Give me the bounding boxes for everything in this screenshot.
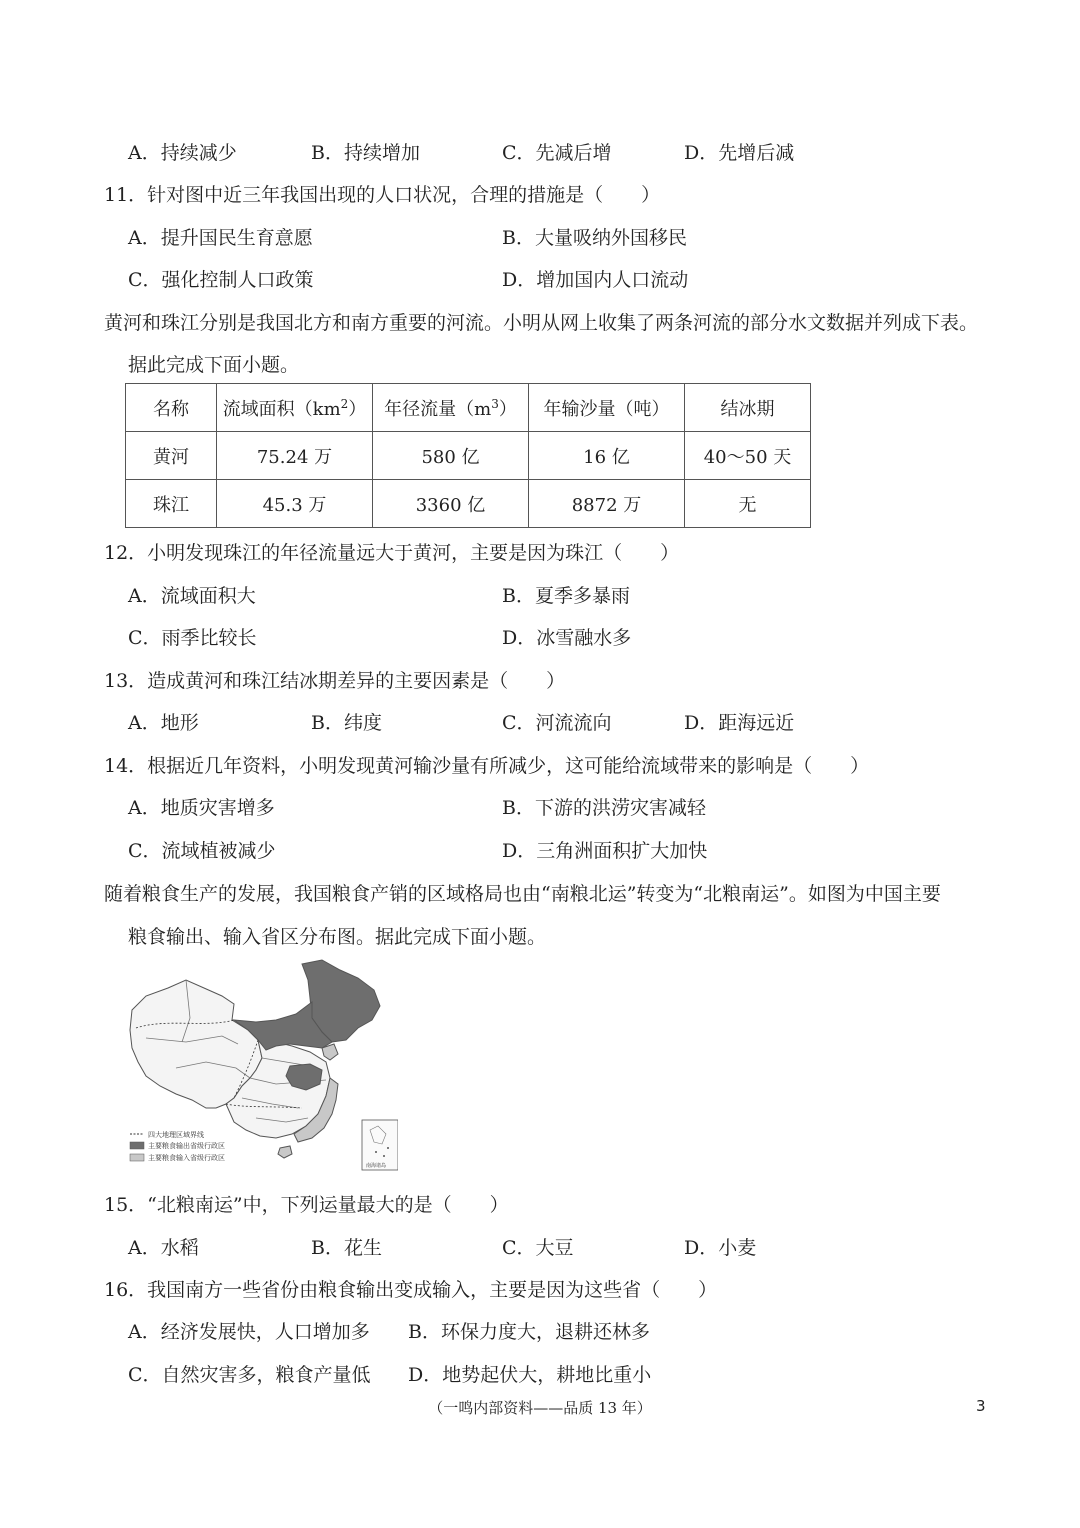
q13-option-c: C．河流流向 bbox=[502, 712, 612, 734]
table-cell: 无 bbox=[685, 480, 811, 528]
q11-option-c: C．强化控制人口政策 bbox=[128, 269, 314, 291]
legend-boundary-label: 四大地理区域界线 bbox=[148, 1131, 204, 1139]
map-legend bbox=[130, 1130, 225, 1162]
table-header-cell: 结冰期 bbox=[685, 384, 811, 432]
legend-import-swatch bbox=[130, 1154, 144, 1161]
page-footer: （一鸣内部资料——品质 13 年） bbox=[428, 1399, 652, 1417]
legend-export-label: 主要粮食输出省级行政区 bbox=[148, 1142, 225, 1150]
q14-option-c: C．流域植被减少 bbox=[128, 840, 276, 862]
q12-option-d: D．冰雪融水多 bbox=[502, 627, 632, 649]
q13-option-d: D．距海远近 bbox=[684, 712, 795, 734]
table-cell: 8872 万 bbox=[529, 480, 685, 528]
q10-option-d: D．先增后减 bbox=[684, 142, 795, 164]
q12-option-a: A．流域面积大 bbox=[128, 585, 256, 607]
legend-import-label: 主要粮食输入省级行政区 bbox=[148, 1154, 225, 1162]
table-cell: 珠江 bbox=[126, 480, 217, 528]
q15-option-a: A．水稻 bbox=[128, 1237, 199, 1259]
passage-rivers-line2: 据此完成下面小题。 bbox=[128, 354, 300, 376]
q15-option-d: D．小麦 bbox=[684, 1237, 757, 1259]
q16-option-b: B．环保力度大，退耕还林多 bbox=[408, 1321, 650, 1343]
q12-stem: 12．小明发现珠江的年径流量远大于黄河，主要是因为珠江（ ） bbox=[104, 542, 680, 564]
q12-option-b: B．夏季多暴雨 bbox=[502, 585, 630, 607]
q14-stem: 14．根据近几年资料，小明发现黄河输沙量有所减少，这可能给流域带来的影响是（ ） bbox=[104, 755, 870, 777]
china-grain-map bbox=[126, 958, 398, 1172]
inset-label: 南海诸岛 bbox=[366, 1163, 387, 1169]
map-inset-south-china-sea bbox=[362, 1120, 398, 1170]
table-cell: 580 亿 bbox=[373, 432, 529, 480]
legend-export-swatch bbox=[130, 1142, 144, 1149]
table-row bbox=[126, 432, 811, 480]
q15-stem: 15．“北粮南运”中，下列运量最大的是（ ） bbox=[104, 1194, 509, 1216]
table-cell: 75.24 万 bbox=[217, 432, 373, 480]
table-cell: 3360 亿 bbox=[373, 480, 529, 528]
table-header-row bbox=[126, 384, 811, 432]
passage-rivers-line1: 黄河和珠江分别是我国北方和南方重要的河流。小明从网上收集了两条河流的部分水文数据并列成下表。 bbox=[104, 312, 979, 334]
q14-option-a: A．地质灾害增多 bbox=[128, 797, 275, 819]
q10-option-b: B．持续增加 bbox=[311, 142, 420, 164]
q16-stem: 16．我国南方一些省份由粮食输出变成输入，主要是因为这些省（ ） bbox=[104, 1279, 718, 1301]
table-cell: 45.3 万 bbox=[217, 480, 373, 528]
q11-stem: 11．针对图中近三年我国出现的人口状况，合理的措施是（ ） bbox=[104, 184, 661, 206]
q12-option-c: C．雨季比较长 bbox=[128, 627, 257, 649]
table-cell: 40～50 天 bbox=[685, 432, 811, 480]
q11-option-d: D．增加国内人口流动 bbox=[502, 269, 689, 291]
table-header-cell: 名称 bbox=[126, 384, 217, 432]
q11-option-b: B．大量吸纳外国移民 bbox=[502, 227, 687, 249]
table-row bbox=[126, 480, 811, 528]
q14-option-b: B．下游的洪涝灾害减轻 bbox=[502, 797, 706, 819]
page-number: 3 bbox=[976, 1397, 986, 1415]
passage-grain-line2: 粮食输出、输入省区分布图。据此完成下面小题。 bbox=[128, 926, 547, 948]
hydrology-table bbox=[125, 383, 811, 528]
q10-option-a: A．持续减少 bbox=[128, 142, 237, 164]
q10-option-c: C．先减后增 bbox=[502, 142, 612, 164]
q16-option-a: A．经济发展快，人口增加多 bbox=[128, 1321, 370, 1343]
q16-option-c: C．自然灾害多，粮食产量低 bbox=[128, 1364, 371, 1386]
q15-option-b: B．花生 bbox=[311, 1237, 382, 1259]
table-header-cell: 年径流量$(m^3)$ bbox=[373, 384, 529, 432]
table-header-cell: 年输沙量（吨） bbox=[529, 384, 685, 432]
q14-option-d: D．三角洲面积扩大加快 bbox=[502, 840, 708, 862]
q13-option-a: A．地形 bbox=[128, 712, 199, 734]
q13-option-b: B．纬度 bbox=[311, 712, 382, 734]
table-header-cell: 流域面积$(km^2)$ bbox=[217, 384, 373, 432]
table-cell: 16 亿 bbox=[529, 432, 685, 480]
table-cell: 黄河 bbox=[126, 432, 217, 480]
passage-grain-line1: 随着粮食生产的发展，我国粮食产销的区域格局也由“南粮北运”转变为“北粮南运”。如图为中国主要 bbox=[104, 883, 941, 905]
map-import-hainan bbox=[278, 1146, 292, 1158]
q16-option-d: D．地势起伏大，耕地比重小 bbox=[408, 1364, 652, 1386]
q15-option-c: C．大豆 bbox=[502, 1237, 574, 1259]
q13-stem: 13．造成黄河和珠江结冰期差异的主要因素是（ ） bbox=[104, 670, 566, 692]
q11-option-a: A．提升国民生育意愿 bbox=[128, 227, 313, 249]
